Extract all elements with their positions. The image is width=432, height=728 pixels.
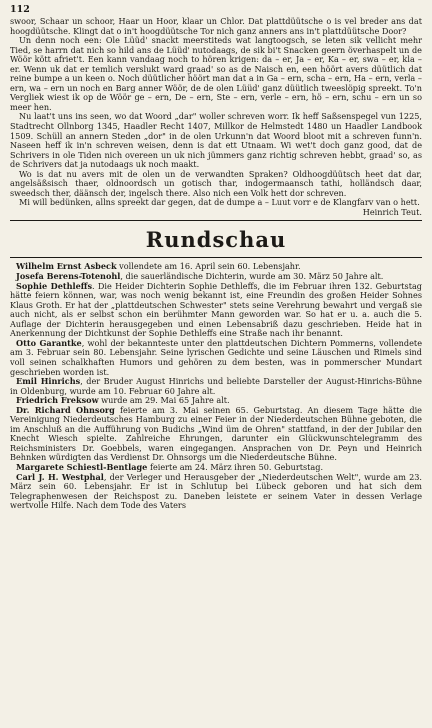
entry-name: Sophie Dethleffs (16, 280, 93, 291)
rundschau-entry (10, 473, 422, 511)
rundschau-entries (10, 262, 422, 510)
article-body (10, 17, 422, 208)
entry-text: feierte am 24. März ihren 50. Geburtstag. (147, 461, 324, 472)
article-paragraph: swoor, Schaar un schoor, Haar un Hoor, klaar un Chlor. Dat plattdüütsche o is vel breder ans dat hoogdüütsche. Klingt dat o in't hoogdüütsche Tor nich ganz anners ans in't plattdüütsche Door? (10, 16, 422, 36)
entry-text: , der Verleger und Herausgeber der „Niederdeutschen Welt", wurde am 23. März sein 60. Lebensjahr. Er ist in Schlutup bei Lübeck geboren und hat sich dem Telegraphenwesen der Reichspost zu. Daneben leistete er seinem Vater in dessen Verlage wertvolle Hilfe. Nach dem Tode des Vaters (10, 471, 422, 511)
entry-name: Margarete Schiestl-Bentlage (16, 461, 148, 472)
entry-name: Dr. Richard Ohnsorg (16, 404, 115, 415)
article-author: Heinrich Teut. (362, 206, 422, 217)
rundschau-entry (10, 406, 422, 463)
section-title: Rundschau (10, 221, 422, 258)
entry-text: feierte am 3. Mai seinen 65. Geburtstag. An diesem Tage hätte die Vereinigung Niederdeutsches Hamburg zu einer Feier in der Niederdeutschen Bühne geboten, die im Anschluß an die Aufführung von Budichs „Wind üm de Ohren" stattfand, in der der Jubilar den Knecht Wiesch spielte. Zahlreiche Ehrungen, darunter ein Glückwunschtelegramm des Reichsministers Dr. Goebbels, waren eingegangen. Ansprachen von Dr. Peyn und Heinrich Behnken würdigten das Verdienst Dr. Ohnsorgs um die Niederdeutsche Bühne. (10, 404, 422, 463)
article-paragraph: Wo is dat nu avers mit de olen un de verwandten Spraken? Oldhoogdüütsch heet dat dar, angelsäßsisch thaer, oldnoordsch un gotisch thar, indogermaansch tathi, holländsch daar, sweedsch ther, däänsch der, ingelsch there. Also nich een Volk hett dor schreven. (10, 168, 422, 198)
rundschau-entry (10, 339, 422, 377)
rundschau-entry (10, 282, 422, 339)
entry-text: , wohl der bekannteste unter den plattdeutschen Dichtern Pommerns, vollendete am 3. Februar sein 80. Lebensjahr. Seine lyrischen Gedichte und seine Läuschen und Rimels sind voll seinen schalkhaften Humors und gehören zu dem besten, was in pommerscher Mundart geschrieben worden ist. (10, 337, 422, 377)
entry-text: . Die Heider Dichterin Sophie Dethleffs, die im Februar ihren 132. Geburtstag hätte feiern können, war, was noch wenig bekannt ist, eine Freundin des großen Heider Sohnes Klaus Groth. Er hat der „plattdeutschen Schwester" stets seine Verehrung bewahrt und vergaß sie auch nicht, als er selbst schon ein berühmter Mann geworden war. So hat er u. a. auch die 5. Auflage der Dichterin herausgegeben und einen Lebensabriß dazu geschrieben. Heide hat in Anerkennung der Dichtkunst der Sophie Dethleffs eine Straße nach ihr benannt. (10, 280, 422, 339)
entry-text: , der Bruder August Hinrichs und beliebte Darsteller der August-Hinrichs-Bühne in Oldenburg, wurde am 10. Februar 60 Jahre alt. (10, 376, 422, 396)
article-paragraph: Un denn noch een: Ole Lüüd' snackt meerstiteds wat langtoogsch, se leten sik vellicht mehr Tied, se harrn dat nich so hild ans de Lüüd' nutodaags, de sik bi't Snacken geern överhaspelt un de Wöör kött afriet't. Een kann vandaag noch to hören krigen: da – er, Ja – er, Ka – er, swa – er, kla – er. Wenn uk dat er temlich verslukt ward graad' so as de Naisch en, een höört avers düütlich dat reine bumpe a un keen o. Noch düütlicher höört man dat a in Ga – ern, scha – ern, Ha – ern, verla – ern, wa – ern un noch en Barg anner Wöör, de de olen Lüüd' ganz düütlich tweeslöpig spreekt. To'n Vergliek wiest ik op de Wöör ge – ern, De – ern, Ste – ern, verle – ern, hö – ern, schu – ern un so meer hen. (10, 35, 422, 112)
page-number: 112 (10, 4, 30, 15)
entry-name: Wilhelm Ernst Asbeck (16, 261, 117, 272)
entry-name: Friedrich Freksow (16, 395, 99, 406)
entry-text: wurde am 29. Mai 65 Jahre alt. (98, 395, 230, 406)
entry-name: Emil Hinrichs (16, 376, 81, 387)
rundschau-entry (10, 377, 422, 396)
entry-text: vollendete am 16. April sein 60. Lebensjahr. (116, 261, 301, 272)
entry-name: Carl J. H. Westphal (16, 471, 104, 482)
entry-text: , die sauerländische Dichterin, wurde am 30. März 50 Jahre alt. (120, 271, 384, 282)
article-paragraph: Mi will bedünken, allns spreekt dar gegen, dat de dumpe a – Luut vorr e de Klangfarv van o hett. (19, 197, 420, 208)
article-paragraph: Nu laat't uns ins seen, wo dat Woord „dar" woller schreven worr. Ik heff Saßsenspegel vun 1225, Stadtrecht Ollnborg 1345, Haadler Recht 1407, Millkor de Helmstedt 1480 un Haadler Landbook 1509. Schüll an annern Steden „dor" in de olen Urkunn'n dat Woord bloot mit a schreven funn'n. Naseen heff ik in'n schreven weisen, denn is dat ett Utnaam. Wi wet't doch ganz good, dat de Schrivers in ole Tiden nich overeen un uk nich jümmers ganz richtig schreven hebbt, graad' so, as de Schrivers dat ja nutodaags uk noch maakt. (10, 111, 422, 170)
entry-name: Otto Garantke (16, 337, 82, 348)
entry-name: Josefa Berens-Totenohl (16, 271, 121, 282)
